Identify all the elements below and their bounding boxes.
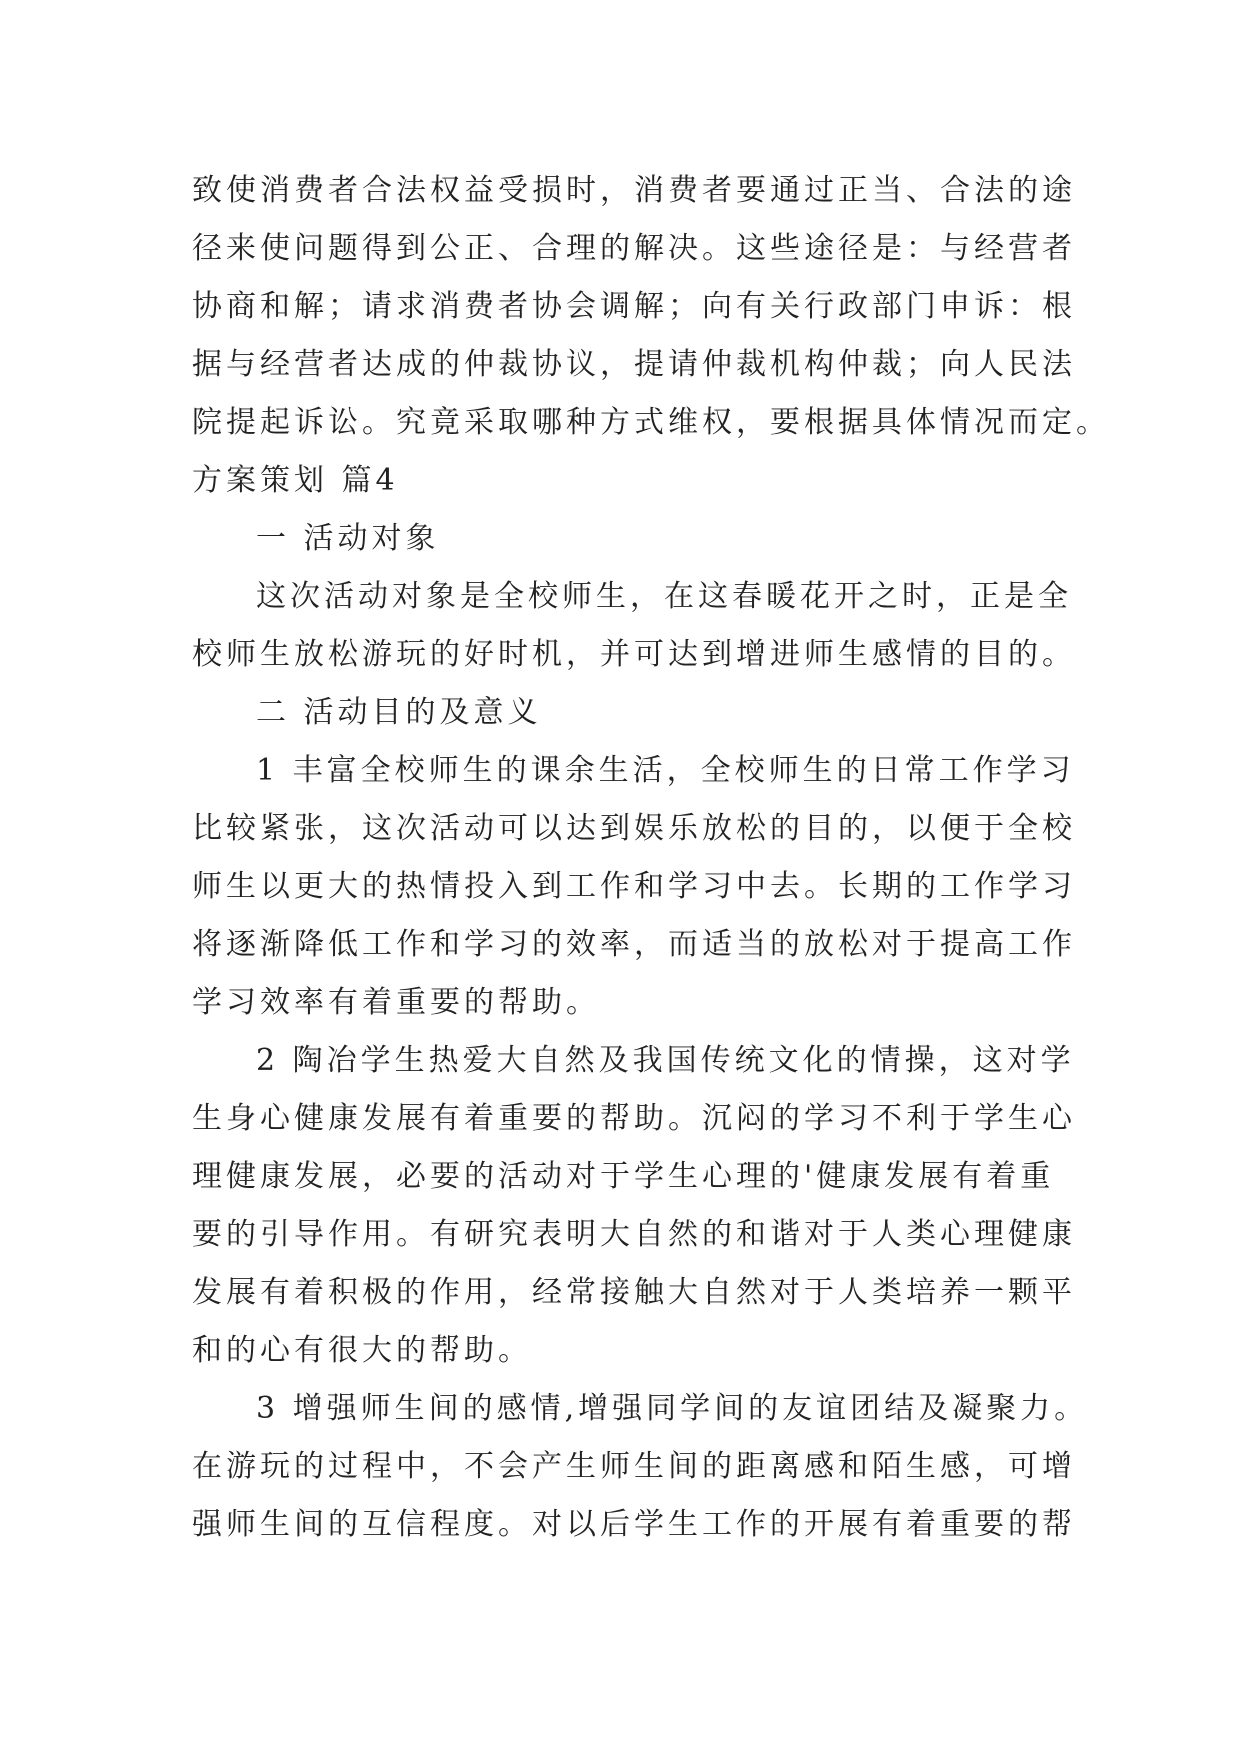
text-line: 方案策划 篇4 xyxy=(192,463,399,498)
text-line: 二 活动目的及意义 xyxy=(256,695,542,730)
text-line: 要的引导作用。有研究表明大自然的和谐对于人类心理健康 xyxy=(192,1217,1076,1252)
text-line: 径来使问题得到公正、合理的解决。这些途径是：与经营者 xyxy=(192,231,1076,266)
text-line: 校师生放松游玩的好时机，并可达到增进师生感情的目的。 xyxy=(192,637,1076,672)
text-line: 3 增强师生间的感情,增强同学间的友谊团结及凝聚力。 xyxy=(256,1391,1089,1426)
text-line: 理健康发展，必要的活动对于学生心理的'健康发展有着重 xyxy=(192,1159,1055,1194)
text-line: 这次活动对象是全校师生，在这春暖花开之时，正是全 xyxy=(256,579,1072,614)
text-line: 师生以更大的热情投入到工作和学习中去。长期的工作学习 xyxy=(192,869,1076,904)
text-line: 2 陶冶学生热爱大自然及我国传统文化的情操，这对学 xyxy=(256,1043,1075,1078)
text-line: 比较紧张，这次活动可以达到娱乐放松的目的，以便于全校 xyxy=(192,811,1076,846)
text-line: 强师生间的互信程度。对以后学生工作的开展有着重要的帮 xyxy=(192,1507,1076,1542)
text-line: 将逐渐降低工作和学习的效率，而适当的放松对于提高工作 xyxy=(192,927,1076,962)
text-line: 据与经营者达成的仲裁协议，提请仲裁机构仲裁；向人民法 xyxy=(192,347,1076,382)
document-body xyxy=(192,162,1110,1554)
text-line: 在游玩的过程中，不会产生师生间的距离感和陌生感，可增 xyxy=(192,1449,1076,1484)
text-line: 生身心健康发展有着重要的帮助。沉闷的学习不利于学生心 xyxy=(192,1101,1076,1136)
text-line: 学习效率有着重要的帮助。 xyxy=(192,985,600,1020)
text-line: 致使消费者合法权益受损时，消费者要通过正当、合法的途 xyxy=(192,173,1076,208)
text-line: 和的心有很大的帮助。 xyxy=(192,1333,532,1368)
text-line: 1 丰富全校师生的课余生活，全校师生的日常工作学习 xyxy=(256,753,1075,788)
text-line: 协商和解；请求消费者协会调解；向有关行政部门申诉：根 xyxy=(192,289,1076,324)
text-line: 院提起诉讼。究竟采取哪种方式维权，要根据具体情况而定。 xyxy=(192,405,1110,440)
text-line: 一 活动对象 xyxy=(256,521,440,556)
text-line: 发展有着积极的作用，经常接触大自然对于人类培养一颗平 xyxy=(192,1275,1076,1310)
